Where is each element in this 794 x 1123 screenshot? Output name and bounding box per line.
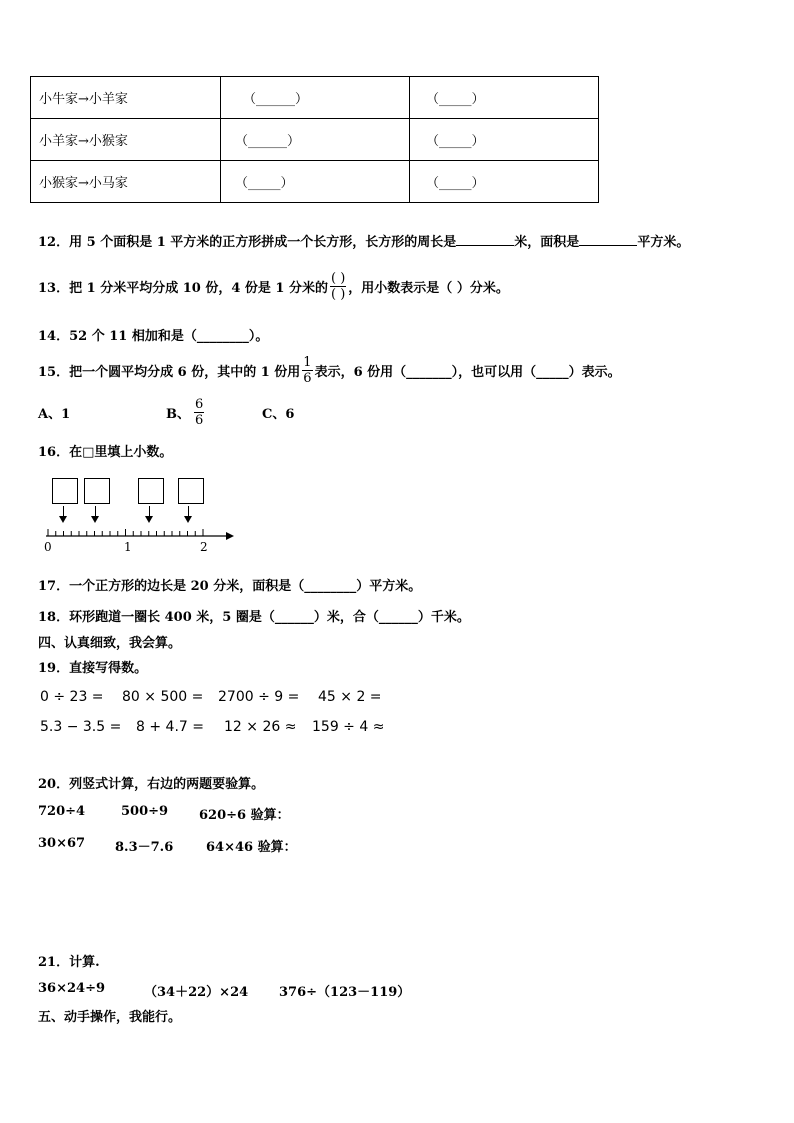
answer-box[interactable] — [52, 478, 78, 504]
answer-cell — [221, 119, 410, 161]
fraction — [194, 398, 204, 427]
answer-blank[interactable] — [456, 245, 514, 246]
question-18: 18．环形跑道一圈长 400 米，5 圈是（______）米，合（______）千米。 — [38, 610, 470, 625]
question-16: 16．在□里填上小数。 — [38, 445, 173, 460]
route-cell: 小猴家→小马家 — [31, 161, 221, 203]
answer-cell — [410, 119, 599, 161]
calc-item: 30×67 — [38, 836, 86, 851]
question-17: 17．一个正方形的边长是 20 分米，面积是（________）平方米。 — [38, 579, 422, 594]
question-20: 20．列竖式计算，右边的两题要验算。 — [38, 777, 265, 792]
calc-item: 45 × 2 = — [318, 689, 382, 705]
route-table — [30, 76, 599, 203]
fraction-denominator: ( ) — [331, 286, 346, 302]
answer-cell — [221, 77, 410, 119]
answer-cell — [410, 161, 599, 203]
tick-label-0: 0 — [44, 540, 52, 554]
question-14: 14．52 个 11 相加和是（________）。 — [38, 329, 269, 344]
section-heading-5: 五、动手操作，我能行。 — [38, 1010, 182, 1025]
calc-item: 36×24÷9 — [38, 981, 106, 996]
fraction-numerator: 1 — [303, 354, 312, 370]
option-c[interactable]: C、6 — [262, 407, 295, 422]
question-text: 表示，6 份用（_______），也可以用（_____）表示。 — [314, 364, 621, 380]
question-text: 平方米。 — [637, 235, 690, 250]
question-21: 21．计算. — [38, 955, 100, 970]
question-text: 把 1 分米平均分成 10 份，4 份是 1 分米的 — [69, 280, 329, 296]
question-text: 用 5 个面积是 1 平方米的正方形拼成一个长方形，长方形的周长是 — [69, 235, 457, 250]
answer-cell — [221, 161, 410, 203]
calc-item: 620÷6 验算： — [199, 808, 290, 823]
fraction-numerator: ( ) — [331, 270, 346, 286]
fraction-blank[interactable] — [330, 272, 346, 301]
answer-blank[interactable]: （______） — [243, 92, 309, 107]
option-b[interactable] — [166, 392, 204, 432]
question-text: 把一个圆平均分成 6 份，其中的 1 份用 — [69, 364, 301, 380]
answer-box[interactable] — [178, 478, 204, 504]
calc-item: 64×46 验算： — [206, 840, 297, 855]
answer-blank[interactable]: （_____） — [426, 176, 485, 191]
answer-blank[interactable]: （_____） — [235, 176, 294, 191]
question-text: ，用小数表示是（ ）分米。 — [348, 280, 509, 296]
arrow-down-icon — [184, 516, 192, 523]
tick-label-1: 1 — [124, 540, 132, 554]
calc-item: 2700 ÷ 9 = — [218, 689, 300, 705]
route-cell: 小牛家→小羊家 — [31, 77, 221, 119]
calc-item: 8.3－7.6 — [115, 840, 174, 855]
calc-item: 376÷（123－119） — [279, 985, 411, 1000]
question-number: 12． — [38, 235, 70, 250]
question-19: 19．直接写得数。 — [38, 661, 148, 676]
answer-blank[interactable]: （______） — [235, 134, 301, 149]
question-number: 13． — [38, 280, 70, 296]
question-15 — [38, 350, 621, 390]
table-row — [31, 161, 599, 203]
section-heading-4: 四、认真细致，我会算。 — [38, 636, 182, 651]
tick-label-2: 2 — [200, 540, 208, 554]
route-cell: 小羊家→小猴家 — [31, 119, 221, 161]
calc-item: 80 × 500 = — [122, 689, 204, 705]
calc-item: 12 × 26 ≈ — [224, 719, 297, 735]
calc-item: （34＋22）×24 — [144, 985, 249, 1000]
calc-item: 0 ÷ 23 = — [40, 689, 104, 705]
question-13 — [38, 263, 509, 309]
table-row — [31, 77, 599, 119]
table-row — [31, 119, 599, 161]
answer-blank[interactable]: （_____） — [426, 134, 485, 149]
fraction-denominator: 6 — [303, 370, 312, 386]
number-line-arrow-icon — [226, 532, 234, 540]
answer-box[interactable] — [84, 478, 110, 504]
calc-item: 720÷4 — [38, 804, 86, 819]
answer-blank[interactable] — [579, 245, 637, 246]
arrow-down-icon — [59, 516, 67, 523]
number-line — [40, 526, 240, 546]
calc-item: 159 ÷ 4 ≈ — [312, 719, 385, 735]
calc-item: 500÷9 — [121, 804, 169, 819]
option-a[interactable]: A、1 — [38, 407, 71, 422]
number-line-ticks — [48, 529, 203, 536]
arrow-down-icon — [145, 516, 153, 523]
question-12 — [38, 231, 689, 250]
answer-box[interactable] — [138, 478, 164, 504]
fraction — [302, 356, 312, 385]
fraction-numerator: 6 — [195, 396, 204, 412]
answer-cell — [410, 77, 599, 119]
option-label: B、 — [166, 406, 190, 422]
fraction-denominator: 6 — [195, 412, 204, 428]
question-number: 15． — [38, 364, 70, 380]
arrow-down-icon — [91, 516, 99, 523]
question-text: 米，面积是 — [514, 235, 580, 250]
answer-blank[interactable]: （_____） — [426, 92, 485, 107]
calc-item: 8 + 4.7 = — [136, 719, 204, 735]
calc-item: 5.3 − 3.5 = — [40, 719, 122, 735]
